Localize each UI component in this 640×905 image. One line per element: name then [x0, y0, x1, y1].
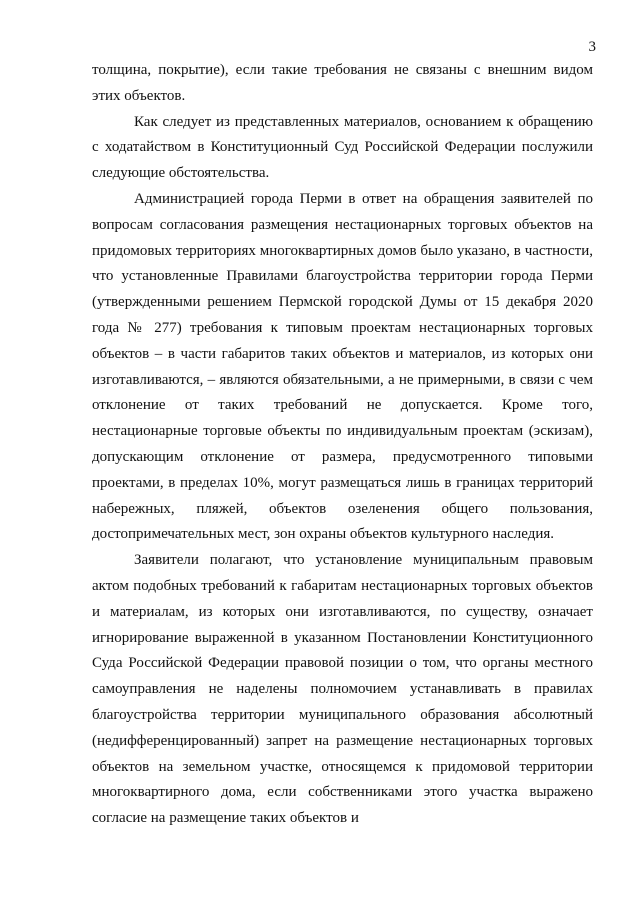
- document-body: [92, 58, 593, 832]
- paragraph-circumstances-intro: Как следует из представленных материалов, основанием к обращению с ходатайством в Конституционный Суд Российской Федерации послужили следующие обстоятельства.: [92, 113, 593, 182]
- paragraph-perm-administration: Администрацией города Перми в ответ на обращения заявителей по вопросам согласования размещения нестационарных торговых объектов на придомовых территориях многоквартирных домов было указано, в частности, что установленные Правилами благоустройства территории города Перми (утвержденными решением Пермской городской Думы от 15 декабря 2020 года № 277) требования к типовым проектам нестационарных торговых объектов – в части габаритов таких объектов и материалов, из которых они изготавливаются, – являются обязательными, а не примерными, в связи с чем отклонение от таких требований не допускается. Кроме того, нестационарные торговые объекты по индивидуальным проектам (эскизам), допускающим отклонение от размера, предусмотренного типовыми проектами, в пределах 10%, могут размещаться лишь в границах территорий набережных, пляжей, объектов озеленения общего пользования, достопримечательных мест, зон охраны объектов культурного наследия.: [92, 190, 593, 543]
- page-number: 3: [588, 39, 596, 55]
- paragraph-applicants-position: Заявители полагают, что установление муниципальным правовым актом подобных требований к габаритам нестационарных торговых объектов и материалам, из которых они изготавливаются, по существу, означает игнорирование выраженной в указанном Постановлении Конституционного Суда Российской Федерации правовой позиции о том, что органы местного самоуправления не наделены полномочием устанавливать в правилах благоустройства территории муниципального образования абсолютный (недифференцированный) запрет на размещение нестационарных торговых объектов на земельном участке, относящемся к придомовой территории многоквартирного дома, если собственниками этого участка выражено согласие на размещение таких объектов и: [92, 552, 593, 827]
- paragraph-continuation: толщина, покрытие), если такие требования не связаны с внешним видом этих объектов.: [92, 62, 593, 104]
